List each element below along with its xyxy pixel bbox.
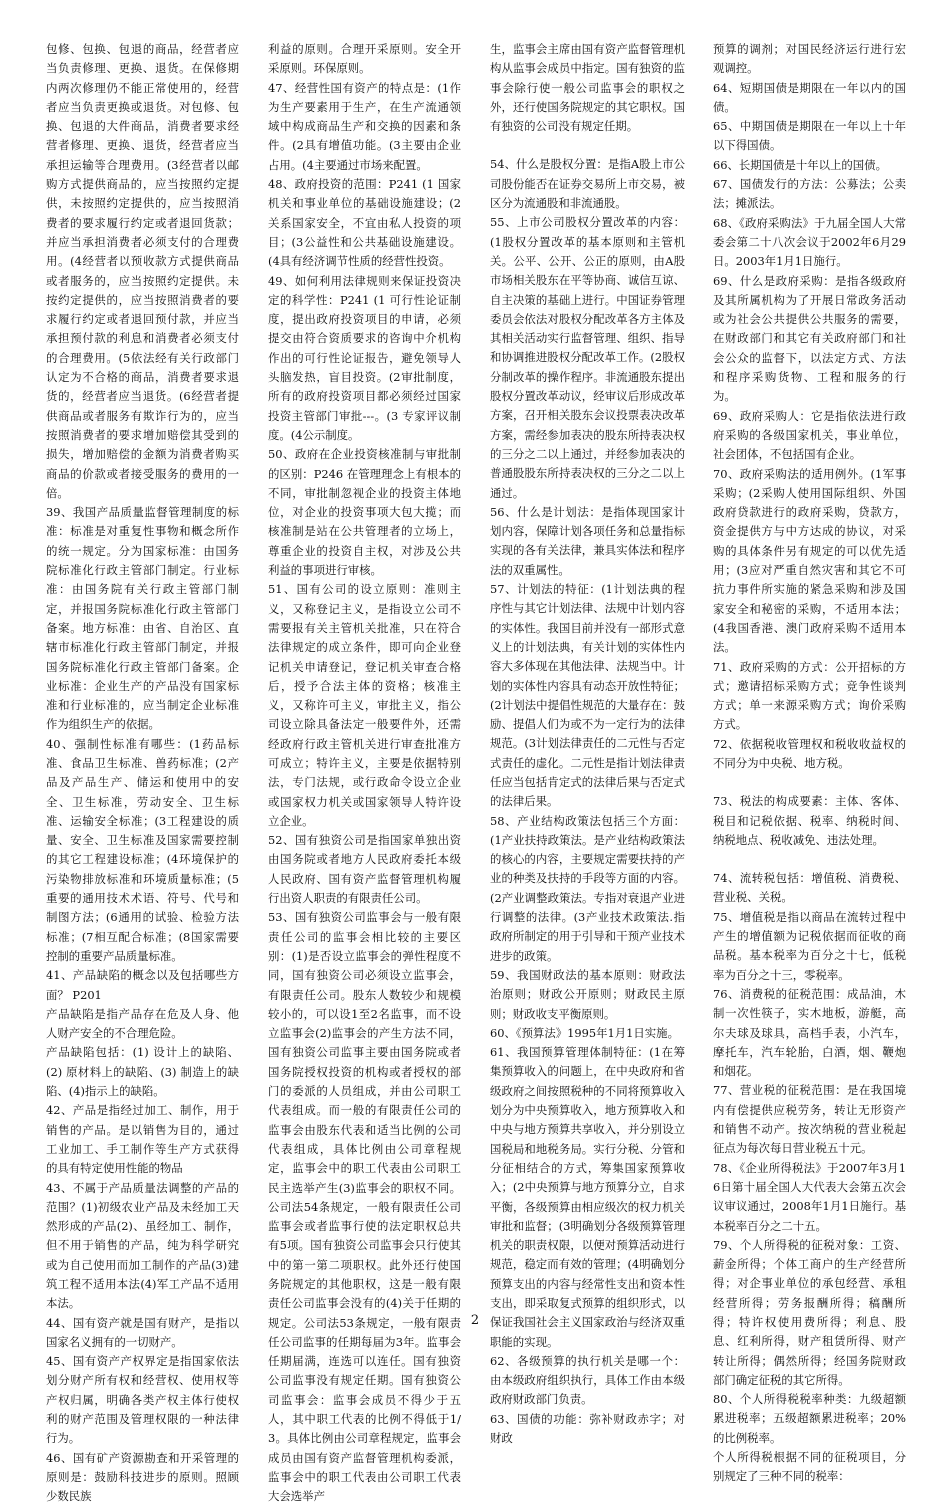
paragraph: 79、个人所得税的征税对象：工资、薪金所得；个体工商户的生产经营所得；对企事业单位的承包经营、承租经营所得；劳务报酬所得；稿酬所得；特许权使用费所得；利息、股息、红利所得，财产租赁所得、财产转让所得；偶然所得；经国务院财政部门确定征税的其它所得。 [713,1237,906,1387]
paragraph: 59、我国财政法的基本原则：财政法治原则；财政公开原则；财政民主原则；财政收支平衡原则。 [490,967,685,1021]
paragraph: 66、长期国债是十年以上的国债。 [713,157,887,172]
paragraph: 73、税法的构成要素：主体、客体、税目和记税依据、税率、纳税时间、纳税地点、税收减免、违法处理。 [713,794,906,847]
paragraph: 60、《预算法》1995年1月1日实施。 [490,1025,679,1040]
text-column-3 [490,40,685,1446]
paragraph: 55、上市公司股权分置改革的内容：(1股权分置改革的基本原则和主管机关。公平、公开、公正的原则，由A股市场相关股东在平等协商、诚信互谅、自主决策的基础上进行。中国证券管理委员会依法对股权分配改革各方主体及其相关活动实行监督管理、组织、指导和协调推进股权分配改革工作。(2股权分制改革的操作程序。非流通股东提出股权分置改革动议，经审议后形成改革方案，召开相关股东会议投票表决改革方案，需经参加表决的股东所持表决权的三分之二以上通过，并经参加表决的普通股股东所持表决权的三分之二以上通过。 [490,215,685,500]
paragraph: 生，监事会主席由国有资产监督管理机构从监事会成员中指定。国有独资的监事会除行使一般公司监事会的职权之外，还行使国务院规定的其它职权。国有独资的公司没有规定任期。 [490,42,685,134]
text-column-4 [713,40,906,1484]
paragraph: 50、政府在企业投资核准制与审批制的区别：P246 在管理理念上有根本的不同，审批制忽视企业的投资主体地位，对企业的投资事项大包大揽；而核准制是站在公共管理者的立场上，尊重企业的投资自主权，对涉及公共利益的事项进行审核。 [268,447,461,578]
paragraph: 53、国有独资公司监事会与一般有限责任公司的监事会相比较的主要区别：(1)是否设立监事会的弹性程度不同，国有独资公司必须设立监事会，有限责任公司。股东人数较少和规模较小的，可以设1至2名监事，而不设立监事会(2)监事会的产生方法不同，国有独资公司监事主要由国务院或者国务院授权投资的机构或者授权的部门的委派的人员组成，并由公司职工代表组成。而一般的有限责任公司的监事会由股东代表和适当比例的公司代表组成，具体比例由公司章程规定，监事会中的职工代表由公司职工民主选举产生(3)监事会的职权不同。公司法54条规定，一般有限责任公司监事会或者监事行使的法定职权总共有5项。国有独资公司监事会只行使其中的第一第二项职权。此外还行使国务院规定的其他职权，这是一般有限责任公司监事会没有的(4)关于任期的规定。公司法53条规定，一般有限责任公司监事的任期每届为3年。监事会任期届满，连选可以连任。国有独资公司监事没有规定任期。国有独资公司监事会：监事会成员不得少于五人，其中职工代表的比例不得低于1/3。具体比例由公司章程规定，监事会成员由国有资产监督管理机构委派，监事会中的职工代表由公司职工代表大会选举产 [268,910,461,1504]
paragraph: 产品缺陷包括：(1) 设计上的缺陷、(2) 原材料上的缺陷、(3) 制造上的缺陷、(4)指示上的缺陷。 [46,1045,239,1099]
paragraph: 58、产业结构政策法包括三个方面：(1产业扶持政策法。是产业结构政策法的核心的内容，主要规定需要扶持的产业的种类及扶持的手段等方面的内容。(2产业调整政策法。专指对衰退产业进行调整的法律。(3产业技术政策法.指政府所制定的用于引导和干预产业技术进步的政策。 [490,813,685,963]
paragraph: 52、国有独资公司是指国家单独出资由国务院或者地方人民政府委托本级人民政府、国有资产监督管理机构履行出资人职责的有限责任公司。 [268,833,461,906]
paragraph: 48、政府投资的范围：P241 (1 国家机关和事业单位的基础设施建设；(2关系国家安全，不宜由私人投资的项目；(3公益性和公共基础设施建设。(4具有经济调节性质的经营性投资。 [268,177,461,269]
paragraph: 47、经营性国有资产的特点是：(1作为生产要素用于生产，在生产流通领域中构成商品生产和交换的因素和条件。(2具有增值功能。(3主要由企业占用。(4主要通过市场来配置。 [268,80,461,172]
paragraph: 76、消费税的征税范围：成品油，木制一次性筷子，实木地板，游艇，高尔夫球及球具，高档手表，小汽车，摩托车，汽车轮胎，白酒，烟、鞭炮和烟花。 [713,986,906,1079]
paragraph: 67、国债发行的方法：公募法；公卖法；摊派法。 [713,177,906,211]
paragraph: 70、政府采购法的适用例外。(1军事采购；(2采购人使用国际组织、外国政府贷款进行的政府采购，贷款方，资金提供方与中方达成的协议，对采购的具体条件另有规定的可以优先适用；(3应对严重自然灾害和其它不可抗力事件所实施的紧急采购和涉及国家安全和秘密的采购，不适用本法；(4我国香港、澳门政府采购不适用本法。 [713,466,906,655]
paragraph: 45、国有资产产权界定是指国家依法划分财产所有权和经营权、使用权等产权归属，明确各类产权主体行使权利的财产范围及管理权限的一种法律行为。 [46,1354,239,1446]
paragraph: 46、国有矿产资源勘查和开采管理的原则是：鼓励科技进步的原则。照顾少数民族 [46,1450,239,1504]
paragraph: 78、《企业所得税法》于2007年3月16日第十届全国人大代表大会第五次会议审议通过，2008年1月1日施行。基本税率百分之二十五。 [713,1160,906,1233]
paragraph: 69、政府采购人：它是指依法进行政府采购的各级国家机关，事业单位，社会团体，不包括国有企业。 [713,408,906,462]
paragraph: 41、产品缺陷的概念以及包括哪些方面？ P201 [46,968,239,1002]
paragraph: 71、政府采购的方式：公开招标的方式；邀请招标采购方式；竞争性谈判方式；单一来源采购方式；询价采购方式。 [713,659,906,732]
paragraph: 56、什么是计划法：是指体现国家计划内容，保障计划各项任务和总量指标实现的各有关法律，兼具实体法和程序法的双重属性。 [490,504,685,577]
paragraph: 68、《政府采购法》于九届全国人大常委会第二十八次会议于2002年6月29日。2003年1月1日施行。 [713,215,906,269]
paragraph: 64、短期国债是期限在一年以内的国债。 [713,80,906,114]
paragraph: 74、流转税包括：增值税、消费税、营业税、关税。 [713,871,906,905]
paragraph: 产品缺陷是指产品存在危及人身、他人财产安全的不合理危险。 [46,1006,239,1041]
text-column-1 [46,40,239,1504]
paragraph: 61、我国预算管理体制特征：(1在筹集预算收入的问题上，在中央政府和省级政府之间按照税种的不同将预算收入划分为中央预算收入，地方预算收入和中央与地方预算共享收入，并分别设立国税局和地税务局。实行分税、分管和分征相结合的方式，筹集国家预算收入；(2中央预算与地方预算分立，自求平衡，各级预算由相应级次的权力机关审批和监督；(3明确划分各级预算管理机关的职责权限，以便对预算活动进行规范，稳定而有效的管理；(4明确划分预算支出的内容与经常性支出和资本性支出，即采取复式预算的组织形式，以保证我国社会主义国家政治与经济双重职能的实现。 [490,1045,685,1349]
paragraph: 44、国有资产就是国有财产，是指以国家名义拥有的一切财产。 [46,1315,239,1349]
paragraph: 利益的原则。合理开采原则。安全开采原则。环保原则。 [268,42,461,76]
paragraph: 40、强制性标准有哪些：(1药品标准、食品卫生标准、兽药标准；(2产品及产品生产、储运和使用中的安全、卫生标准，劳动安全、卫生标准、运输安全标准；(3工程建设的质量、安全、卫生标准及国家需要控制的其它工程建设标准；(4环境保护的污染物排放标准和环境质量标准；(5重要的通用技术术语、符号、代号和制图方法；(6通用的试验、检验方法标准；(7相互配合标准；(8国家需要控制的重要产品质量标准。 [46,736,239,963]
paragraph: 51、国有公司的设立原则：准则主义，又称登记主义，是指设立公司不需要报有关主管机关批准，只在符合法律规定的成立条件，即可向企业登记机关申请登记，登记机关审查合格后，授予合法主体的资格；核准主义，又称许可主义，审批主义，指公司设立除具备法定一般要件外，还需经政府行政主管机关进行审查批准方可成立；特许主义，主要是依据特别法，专门法规，或行政命令设立企业或国家权力机关或国家领导人特许设立企业。 [268,582,461,828]
paragraph: 43、不属于产品质量法调整的产品的范围？(1)初级农业产品及未经加工天然形成的产品(2)、虽经加工、制作，但不用于销售的产品，纯为科学研究或为自己使用而加工制作的产品(3)建筑工程不适用本法(4)军工产品不适用本法。 [46,1180,239,1311]
paragraph: 62、各级预算的执行机关是哪一个：由本级政府组织执行，具体工作由本级政府财政部门负责。 [490,1353,685,1407]
paragraph: 包修、包换、包退的商品，经营者应当负责修理、更换、退货。在保修期内两次修理仍不能正常使用的，经营者应当负责更换或退货。对包修、包换、包退的大件商品，消费者要求经营者修理、更换、退货，经营者应当承担运输等合理费用。(3经营者以邮购方式提供商品的，应当按照约定提供，未按照约定提供的，应当按照消费者的要求履行约定或者退回货款；并应当承担消费者必须支付的合理费用。(4经营者以预收款方式提供商品或者服务的，应当按照约定提供。未按约定提供的，应当按照消费者的要求履行约定或者退回预付款，并应当承担预付款的利息和消费者必须支付的合理费用。(5依法经有关行政部门认定为不合格的商品，消费者要求退货的，经营者应当退货。(6经营者提供商品或者服务有欺诈行为的，应当按照消费者的要求增加赔偿其受到的损失，增加赔偿的金额为消费者购买商品的价款或者接受服务的费用的一倍。 [46,42,239,500]
paragraph-gap [490,136,685,155]
paragraph-gap [713,850,906,869]
paragraph: 39、我国产品质量监督管理制度的标准：标准是对重复性事物和概念所作的统一规定。分为国家标准：由国务院标准化行政主管部门制定。行业标准：由国务院有关行政主管部门制定，并报国务院标准化行政主管部门备案。地方标准：由省、自治区、直辖市标准化行政主管部门制定，并报国务院标准化行政主管部门备案。企业标准：企业生产的产品没有国家标准和行业标准的，应当制定企业标准作为组织生产的依据。 [46,505,239,732]
paragraph: 75、增值税是指以商品在流转过程中产生的增值额为记税依据而征收的商品税。基本税率为百分之十七，低税率为百分之十三，零税率。 [713,909,906,982]
paragraph: 80、个人所得税税率种类：九级超额累进税率；五级超额累进税率；20%的比例税率。 [713,1392,906,1445]
paragraph: 63、国债的功能：弥补财政赤字；对财政 [490,1411,685,1446]
paragraph: 57、计划法的特征：(1计划法典的程序性与其它计划法律、法规中计划内容的实体性。我国目前并没有一部形式意义上的计划法典，有关计划的实体性内容大多体现在其他法律、法规当中。计划的实体性内容具有动态开放性特征；(2计划法中提倡性规范的大量存在：鼓励、提倡人们为或不为一定行为的法律规范。(3计划法律责任的二元性与否定式责任的虚化。二元性是指计划法律责任应当包括肯定式的法律后果与否定式的法律后果。 [490,582,685,809]
paragraph: 预算的调剂；对国民经济运行进行宏观调控。 [713,42,906,76]
text-column-2 [268,40,461,1504]
paragraph: 69、什么是政府采购：是指各级政府及其所属机构为了开展日常政务活动或为社会公共提供公共服务的需要，在财政部门和其它有关政府部门和社会公众的监督下，以法定方式、方法和程序采购货物、工程和服务的行为。 [713,273,906,404]
paragraph: 49、如何利用法律规则来保证投资决定的科学性：P241 (1 可行性论证制度，提出政府投资项目的申请，必须提交由符合资质要求的咨询中介机构作出的可行性论证报告，避免领导人头脑发热，盲目投资。(2审批制度，所有的政府投资项目都必须经过国家投资主管部门审批---。(3 专家评议制度。(4公示制度。 [268,273,461,442]
paragraph: 65、中期国债是期限在一年以上十年以下得国债。 [713,119,906,153]
paragraph: 42、产品是指经过加工、制作，用于销售的产品。是以销售为目的，通过工业加工、手工制作等生产方式获得的具有特定使用性能的物品 [46,1103,239,1176]
paragraph-gap [713,773,906,792]
paragraph: 54、什么是股权分置：是指A股上市公司股份能否在证券交易所上市交易，被区分为流通股和非流通股。 [490,157,685,211]
paragraph: 77、营业税的征税范围：是在我国境内有偿提供应税劳务，转让无形资产和销售不动产。按次纳税的营业税起征点为每次每日营业税五十元。 [713,1083,906,1156]
page-number: 2 [470,1313,480,1328]
paragraph: 72、依据税收管理权和税收收益权的不同分为中央税、地方税。 [713,736,906,770]
paragraph: 个人所得税根据不同的征税项目，分别规定了三种不同的税率： [713,1450,906,1484]
